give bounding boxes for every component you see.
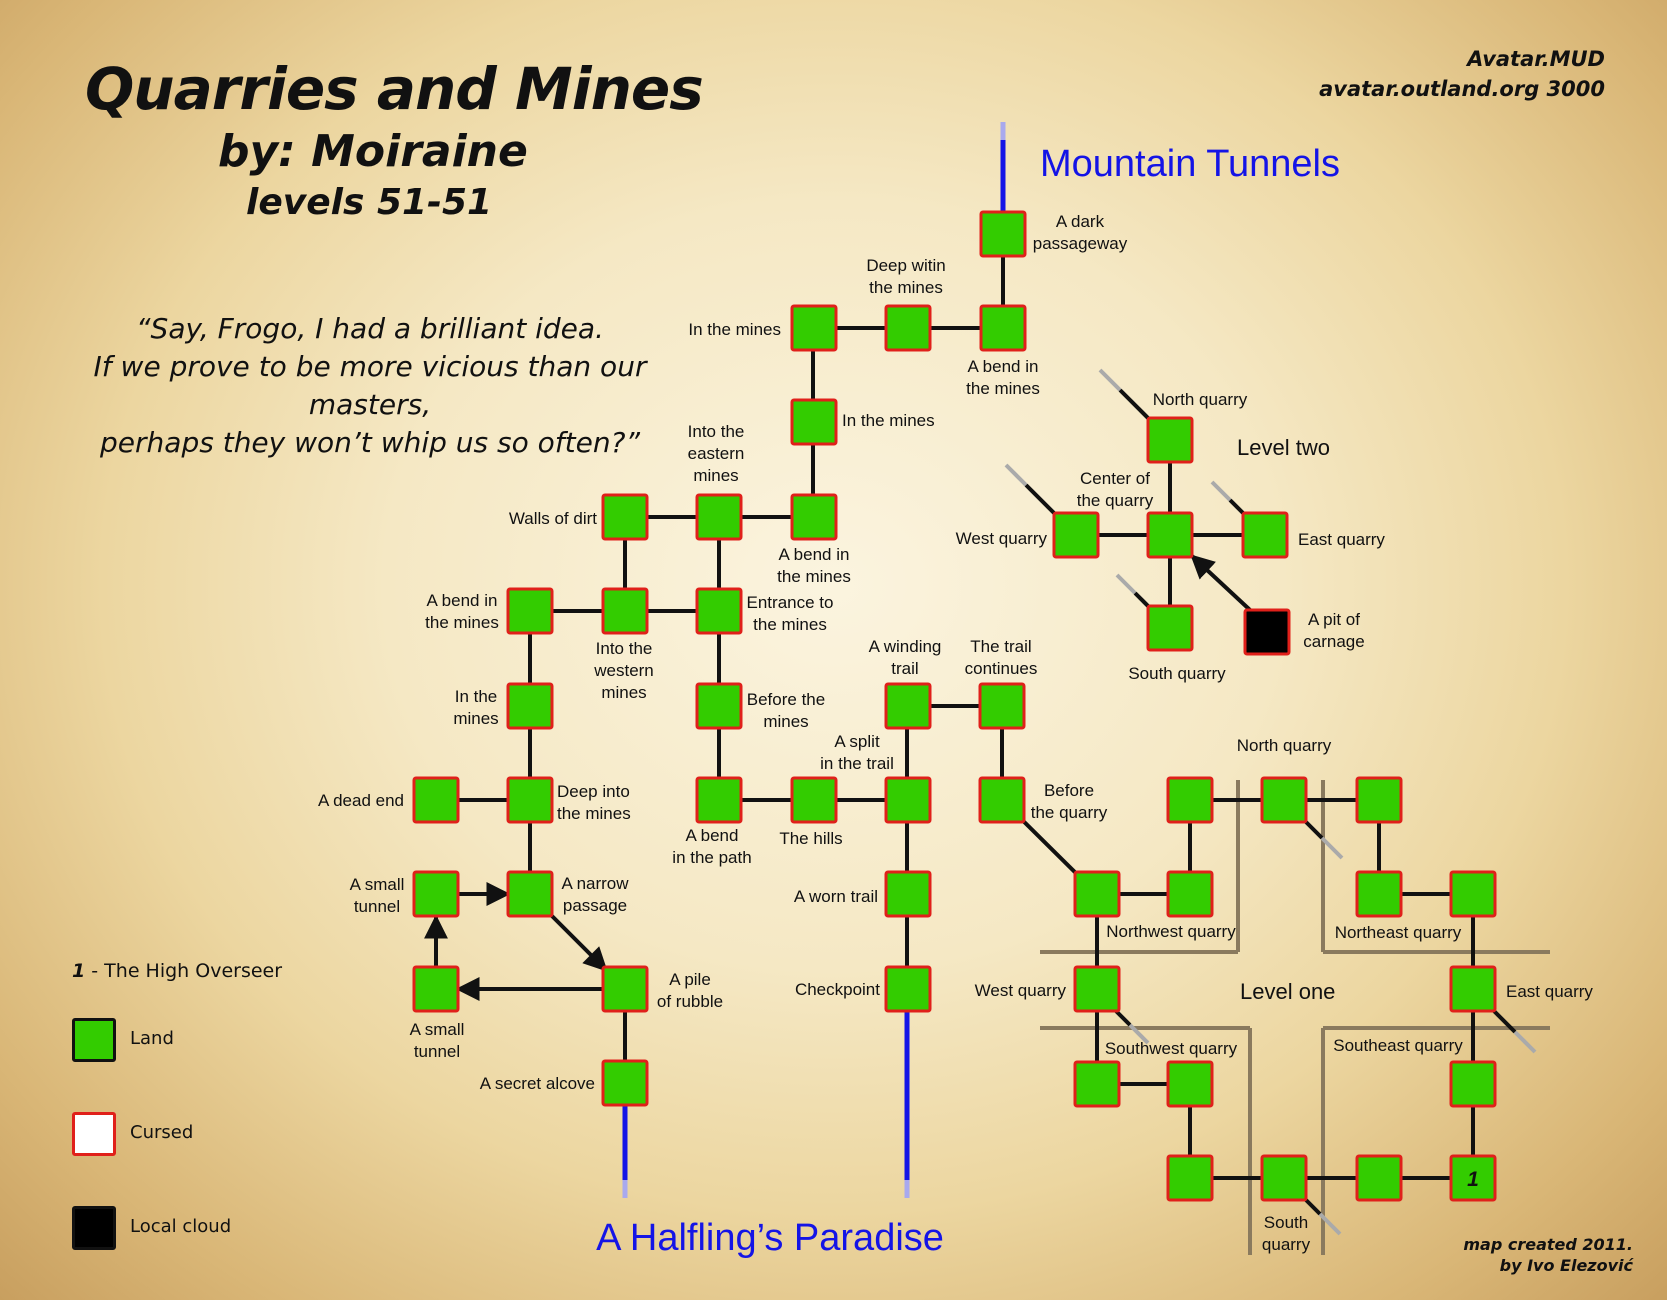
room-level-one-n3[interactable] (1357, 778, 1401, 822)
room-center-of-the-quarry[interactable] (1148, 513, 1192, 557)
room-label: A bend in the mines (777, 545, 851, 586)
legend-number: 1 (72, 960, 86, 982)
room-label: Deep witin the mines (866, 256, 946, 297)
room-label: A bend in the mines (425, 591, 499, 632)
room-label: A pit of carnage (1303, 610, 1365, 651)
legend-label: Local cloud (130, 1216, 232, 1237)
room-label: A winding trail (868, 637, 942, 678)
room-a-dark-passageway[interactable] (981, 212, 1025, 256)
room-label: A split in the trail (820, 732, 894, 773)
room-label: Into the western mines (594, 639, 654, 702)
room-label: A pile of rubble (656, 970, 724, 1011)
room-west-quarry-level-one[interactable] (1075, 967, 1119, 1011)
room-a-bend-in-the-path[interactable] (697, 778, 741, 822)
server-name: Avatar.MUD (1467, 47, 1605, 71)
room-west-quarry-level-two[interactable] (1054, 513, 1098, 557)
room-level-one-s1[interactable] (1168, 1156, 1212, 1200)
room-checkpoint[interactable] (886, 967, 930, 1011)
room-label: West quarry (955, 529, 1047, 548)
room-into-the-western-mines[interactable] (603, 589, 647, 633)
room-level-one-ne-right[interactable] (1451, 872, 1495, 916)
quote-line: perhaps they won’t whip us so often?” (100, 426, 640, 459)
room-label: Deep into the mines (557, 782, 631, 823)
room-label: Before the quarry (1030, 781, 1108, 822)
room-the-trail-continues[interactable] (980, 684, 1024, 728)
room-label: A bend in the path (672, 826, 752, 867)
room-label: In the mines (842, 411, 935, 430)
room-southwest-quarry[interactable] (1075, 1062, 1119, 1106)
room-label: The hills (779, 829, 843, 848)
room-level-one-sw-right[interactable] (1168, 1062, 1212, 1106)
room-label: Center of the quarry (1076, 469, 1154, 510)
room-in-the-mines-2[interactable] (792, 400, 836, 444)
legend-label: Land (130, 1028, 174, 1049)
legend-number-text: - The High Overseer (85, 960, 283, 982)
room-label: A worn trail (793, 887, 878, 906)
room-label: Southeast quarry (1333, 1036, 1463, 1055)
room-level-one-nw-left[interactable] (1075, 872, 1119, 916)
room-north-quarry-level-one[interactable] (1262, 778, 1306, 822)
room-a-dead-end[interactable] (414, 778, 458, 822)
room-label: A bend in the mines (966, 357, 1040, 398)
area-exit-links (625, 122, 1003, 1198)
room-deep-into-the-mines[interactable] (508, 778, 552, 822)
room-east-quarry-level-one[interactable] (1451, 967, 1495, 1011)
room-a-bend-in-the-mines-1[interactable] (981, 306, 1025, 350)
room-a-split-in-the-trail[interactable] (886, 778, 930, 822)
room-label: In the mines (453, 687, 499, 728)
room-label: Before the mines (746, 690, 826, 731)
room-label: Entrance to the mines (746, 593, 834, 634)
room-label: A small tunnel (349, 875, 405, 916)
room-label: Walls of dirt (508, 509, 597, 528)
server-address: avatar.outland.org 3000 (1319, 77, 1605, 101)
room-label: South quarry (1261, 1213, 1311, 1254)
room-label: A dead end (317, 791, 404, 810)
room-level-one-s3[interactable] (1357, 1156, 1401, 1200)
room-label: North quarry (1152, 390, 1248, 409)
room-label: West quarry (974, 981, 1066, 1000)
map-title: Quarries and Mines (85, 55, 703, 123)
room-entrance-to-the-mines[interactable] (697, 589, 741, 633)
legend-label: Cursed (130, 1122, 194, 1143)
room-before-the-mines[interactable] (697, 684, 741, 728)
room-label: South quarry (1128, 664, 1226, 683)
map-levels: levels 51-51 (246, 182, 493, 223)
room-east-quarry-level-two[interactable] (1243, 513, 1287, 557)
room-label: North quarry (1236, 736, 1332, 755)
room-a-small-tunnel-2[interactable] (414, 967, 458, 1011)
room-southeast-quarry[interactable] (1451, 1062, 1495, 1106)
room-label: Checkpoint (794, 980, 880, 999)
halflings-paradise-label: A Halfling’s Paradise (596, 1217, 944, 1259)
room-labels (318, 212, 1593, 1254)
room-a-small-tunnel-1[interactable] (414, 872, 458, 916)
room-level-one-n1[interactable] (1168, 778, 1212, 822)
room-a-bend-in-the-mines-3[interactable] (508, 589, 552, 633)
room-number-label: 1 (1467, 1168, 1479, 1191)
room-label: A secret alcove (479, 1074, 595, 1093)
room-a-pile-of-rubble[interactable] (603, 967, 647, 1011)
quote-line: If we prove to be more vicious than our masters, (93, 350, 647, 421)
room-label: In the mines (688, 320, 781, 339)
quote-line: “Say, Frogo, I had a brilliant idea. (136, 312, 604, 345)
room-northwest-quarry[interactable] (1168, 872, 1212, 916)
room-in-the-mines-1[interactable] (792, 306, 836, 350)
credit-line: by Ivo Elezović (1499, 1256, 1633, 1275)
room-label: Into the eastern mines (687, 422, 745, 485)
room-south-quarry-level-two[interactable] (1148, 606, 1192, 650)
room-label: Northeast quarry (1334, 923, 1462, 942)
room-a-winding-trail[interactable] (886, 684, 930, 728)
room-label: Northwest quarry (1106, 922, 1236, 941)
room-south-quarry-level-one[interactable] (1262, 1156, 1306, 1200)
room-into-the-eastern-mines[interactable] (697, 495, 741, 539)
room-a-pit-of-carnage[interactable] (1245, 610, 1289, 654)
room-label: A dark passageway (1032, 212, 1128, 253)
room-label: Southwest quarry (1104, 1039, 1238, 1058)
room-label: East quarry (1298, 530, 1385, 549)
map-author: by: Moiraine (218, 126, 528, 177)
room-deep-within-the-mines[interactable] (886, 306, 930, 350)
room-walls-of-dirt[interactable] (603, 495, 647, 539)
room-in-the-mines-3[interactable] (508, 684, 552, 728)
room-connections (436, 234, 1473, 1178)
credit-line: map created 2011. (1463, 1235, 1633, 1254)
mountain-tunnels-label: Mountain Tunnels (1040, 143, 1340, 185)
room-a-worn-trail[interactable] (886, 872, 930, 916)
room-a-secret-alcove[interactable] (603, 1061, 647, 1105)
room-a-narrow-passage[interactable] (508, 872, 552, 916)
room-a-bend-in-the-mines-2[interactable] (792, 495, 836, 539)
level-one-label: Level one (1240, 979, 1336, 1004)
room-label: A narrow passage (561, 874, 629, 915)
level-two-label: Level two (1237, 435, 1330, 460)
room-label: A small tunnel (409, 1020, 465, 1061)
room-north-quarry-level-two[interactable] (1148, 418, 1192, 462)
room-the-hills[interactable] (792, 778, 836, 822)
room-before-the-quarry[interactable] (980, 778, 1024, 822)
room-northeast-quarry[interactable] (1357, 872, 1401, 916)
room-label: The trail continues (964, 637, 1038, 678)
room-label: East quarry (1506, 982, 1593, 1001)
